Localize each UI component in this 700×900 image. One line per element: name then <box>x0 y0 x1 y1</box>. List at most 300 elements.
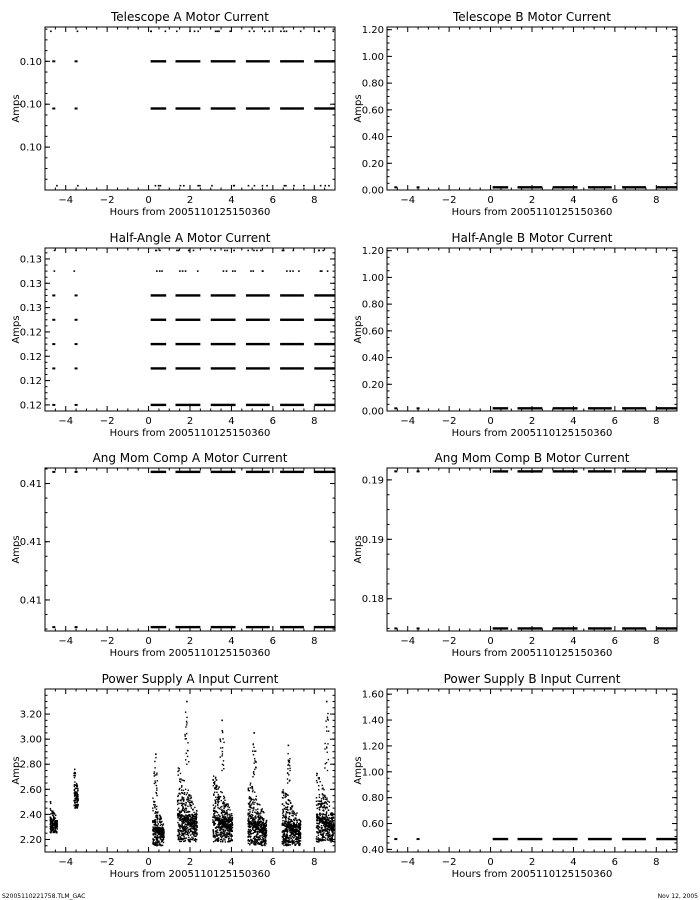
data-point <box>327 752 328 753</box>
data-band <box>622 627 646 629</box>
data-point <box>185 817 186 818</box>
x-axis-label: Hours from 2005110125150360 <box>109 869 271 880</box>
data-point <box>321 800 322 801</box>
data-point <box>227 814 228 815</box>
data-point <box>417 470 420 472</box>
data-point <box>213 785 214 786</box>
data-point <box>318 778 319 779</box>
data-point <box>296 812 297 813</box>
data-point <box>187 756 188 757</box>
x-tick-label: −4 <box>58 416 74 427</box>
data-point <box>256 796 257 797</box>
data-point <box>286 30 288 32</box>
data-point <box>260 826 261 827</box>
data-point <box>323 789 324 790</box>
data-point <box>190 802 191 803</box>
x-tick-label: −4 <box>400 416 416 427</box>
data-band <box>151 107 167 109</box>
data-point <box>326 726 327 727</box>
data-point <box>328 809 329 810</box>
data-point <box>182 793 183 794</box>
data-point <box>196 833 197 834</box>
data-point <box>163 834 164 835</box>
data-point <box>50 801 51 802</box>
data-series <box>50 30 335 186</box>
data-point <box>282 803 283 804</box>
data-point <box>330 814 331 815</box>
data-point <box>284 185 286 187</box>
data-point <box>263 825 264 826</box>
data-point <box>248 787 249 788</box>
data-point <box>258 816 259 817</box>
data-band <box>151 60 167 62</box>
data-point <box>224 806 225 807</box>
data-point <box>196 810 197 811</box>
data-point <box>153 801 154 802</box>
data-point <box>332 815 333 816</box>
data-band <box>246 626 270 628</box>
data-point <box>222 730 223 731</box>
data-point <box>195 830 196 831</box>
x-tick-label: 0 <box>487 857 494 868</box>
data-band <box>314 404 335 406</box>
data-point <box>325 802 326 803</box>
data-point <box>224 821 225 822</box>
data-point <box>317 773 318 774</box>
data-point <box>259 813 260 814</box>
chart-panel <box>11 451 335 659</box>
data-point <box>229 814 230 815</box>
data-point <box>298 834 299 835</box>
data-point <box>328 719 329 720</box>
data-point <box>181 835 182 836</box>
data-point <box>256 799 257 800</box>
data-point <box>186 724 187 725</box>
data-point <box>185 711 186 712</box>
data-point <box>159 821 160 822</box>
data-point <box>294 824 295 825</box>
data-point <box>228 838 229 839</box>
data-point <box>323 807 324 808</box>
data-point <box>294 817 295 818</box>
x-tick-label: 8 <box>311 416 318 427</box>
data-point <box>327 838 328 839</box>
data-point <box>229 30 231 32</box>
data-point <box>163 842 164 843</box>
data-point <box>221 836 222 837</box>
data-point <box>252 824 253 825</box>
data-point <box>186 837 187 838</box>
data-point <box>280 30 282 32</box>
data-point <box>220 841 221 842</box>
data-point <box>227 825 228 826</box>
data-point <box>255 830 256 831</box>
data-point <box>179 829 180 830</box>
data-point <box>394 186 397 188</box>
data-point <box>185 834 186 835</box>
data-point <box>162 829 163 830</box>
chart-title: Telescope B Motor Current <box>452 10 612 24</box>
data-point <box>253 799 254 800</box>
x-tick-label: 6 <box>269 195 277 206</box>
data-point <box>259 804 260 805</box>
data-point <box>191 817 192 818</box>
data-point <box>284 808 285 809</box>
data-point <box>265 840 266 841</box>
data-point <box>316 797 317 798</box>
data-band <box>176 294 201 296</box>
data-point <box>249 809 250 810</box>
data-point <box>258 839 259 840</box>
data-band <box>553 407 578 409</box>
data-band <box>314 319 335 321</box>
data-point <box>287 837 288 838</box>
x-tick-label: 8 <box>653 416 660 427</box>
data-point <box>179 814 180 815</box>
data-point <box>255 822 256 823</box>
data-point <box>320 270 322 272</box>
data-point <box>319 807 320 808</box>
data-point <box>226 835 227 836</box>
data-point <box>75 60 78 62</box>
data-point <box>282 809 283 810</box>
data-point <box>184 792 185 793</box>
data-point <box>193 838 194 839</box>
data-point <box>299 828 300 829</box>
data-point <box>74 270 76 272</box>
data-point <box>187 830 188 831</box>
data-point <box>295 845 296 846</box>
data-point <box>182 819 183 820</box>
data-point <box>263 840 264 841</box>
data-point <box>317 841 318 842</box>
data-point <box>290 844 291 845</box>
data-point <box>291 834 292 835</box>
data-band <box>246 404 270 406</box>
data-point <box>52 825 53 826</box>
data-point <box>74 795 75 796</box>
data-point <box>186 831 187 832</box>
data-point <box>249 822 250 823</box>
data-band <box>246 343 270 345</box>
data-point <box>188 818 189 819</box>
data-point <box>286 824 287 825</box>
x-tick-label: 2 <box>186 857 194 868</box>
data-point <box>197 270 199 272</box>
data-point <box>213 811 214 812</box>
data-point <box>75 794 76 795</box>
data-point <box>252 799 253 800</box>
data-point <box>163 823 164 824</box>
data-point <box>74 769 75 770</box>
data-point <box>295 843 296 844</box>
y-tick-label: 2.80 <box>19 759 42 771</box>
data-point <box>319 781 320 782</box>
data-point <box>288 842 289 843</box>
data-point <box>184 840 185 841</box>
data-point <box>223 831 224 832</box>
data-point <box>159 270 161 272</box>
data-point <box>156 790 157 791</box>
data-point <box>327 713 328 714</box>
data-point <box>327 770 328 771</box>
y-tick-label: 0.20 <box>361 379 384 391</box>
data-point <box>300 840 301 841</box>
data-point <box>316 819 317 820</box>
data-point <box>74 790 75 791</box>
data-point <box>215 803 216 804</box>
x-axis-label: Hours from 2005110125150360 <box>109 428 271 439</box>
x-tick-label: −2 <box>441 636 457 647</box>
data-point <box>155 757 156 758</box>
data-point <box>213 813 214 814</box>
data-point <box>194 30 196 32</box>
data-point <box>75 250 77 252</box>
data-point <box>330 828 331 829</box>
data-point <box>287 803 288 804</box>
data-point <box>213 836 214 837</box>
data-point <box>224 833 225 834</box>
data-point <box>250 784 251 785</box>
data-point <box>257 822 258 823</box>
data-point <box>284 823 285 824</box>
data-point <box>184 816 185 817</box>
data-point <box>321 818 322 819</box>
x-tick-label: −4 <box>400 195 416 206</box>
y-tick-label: 0.60 <box>361 819 384 831</box>
data-point <box>256 836 257 837</box>
data-point <box>330 826 331 827</box>
data-point <box>152 807 153 808</box>
x-tick-label: 8 <box>311 195 318 206</box>
data-point <box>255 839 256 840</box>
data-point <box>159 815 160 816</box>
data-point <box>156 773 157 774</box>
data-point <box>298 842 299 843</box>
data-point <box>186 812 187 813</box>
y-axis-label: Amps <box>11 315 22 344</box>
data-point <box>220 836 221 837</box>
data-point <box>255 817 256 818</box>
data-point <box>213 775 214 776</box>
data-point <box>249 811 250 812</box>
data-point <box>296 823 297 824</box>
data-point <box>318 839 319 840</box>
data-point <box>294 812 295 813</box>
data-point <box>325 837 326 838</box>
data-point <box>154 844 155 845</box>
data-point <box>249 843 250 844</box>
data-point <box>261 841 262 842</box>
data-point <box>196 825 197 826</box>
data-point <box>254 750 255 751</box>
data-point <box>51 810 52 811</box>
data-point <box>293 823 294 824</box>
data-point <box>326 806 327 807</box>
y-axis-label: Amps <box>11 94 22 123</box>
data-point <box>316 816 317 817</box>
data-point <box>266 821 267 822</box>
data-point <box>254 185 256 187</box>
data-point <box>288 745 290 747</box>
data-point <box>186 753 187 754</box>
data-point <box>325 799 326 800</box>
data-point <box>181 825 182 826</box>
data-point <box>54 825 55 826</box>
data-point <box>216 826 217 827</box>
data-point <box>264 835 265 836</box>
data-point <box>218 834 219 835</box>
data-point <box>250 831 251 832</box>
data-point <box>74 805 75 806</box>
data-point <box>224 818 225 819</box>
data-point <box>253 747 254 748</box>
data-point <box>178 808 179 809</box>
data-band <box>176 319 201 321</box>
data-point <box>248 803 249 804</box>
data-band <box>518 186 543 188</box>
data-point <box>330 818 331 819</box>
x-tick-label: 8 <box>311 857 318 868</box>
data-point <box>299 827 300 828</box>
data-point <box>215 833 216 834</box>
data-point <box>316 775 317 776</box>
data-point <box>249 834 250 835</box>
data-point <box>75 108 78 110</box>
data-point <box>316 804 317 805</box>
data-point <box>187 801 188 802</box>
data-point <box>75 294 78 296</box>
data-point <box>325 835 326 836</box>
data-point <box>332 841 333 842</box>
data-point <box>179 812 180 813</box>
data-point <box>327 743 328 744</box>
data-point <box>282 831 283 832</box>
data-point <box>231 835 232 836</box>
data-point <box>254 774 255 775</box>
data-point <box>155 817 156 818</box>
data-point <box>214 250 216 252</box>
data-point <box>160 821 161 822</box>
x-tick-label: −2 <box>99 195 115 206</box>
y-axis-label: Amps <box>353 756 364 785</box>
data-point <box>178 835 179 836</box>
data-point <box>181 796 182 797</box>
x-tick-label: −2 <box>99 416 115 427</box>
data-point <box>256 803 257 804</box>
data-point <box>225 841 226 842</box>
data-point <box>326 812 327 813</box>
data-point <box>189 30 191 32</box>
data-point <box>317 814 318 815</box>
data-point <box>158 185 160 187</box>
data-point <box>333 828 334 829</box>
data-point <box>331 817 332 818</box>
data-point <box>231 815 232 816</box>
data-point <box>157 821 158 822</box>
data-point <box>283 792 284 793</box>
x-tick-label: 8 <box>653 195 660 206</box>
data-point <box>217 30 219 32</box>
data-point <box>326 746 327 747</box>
data-point <box>74 781 75 782</box>
data-point <box>321 813 322 814</box>
data-point <box>253 743 254 744</box>
data-point <box>75 367 78 369</box>
data-point <box>214 787 215 788</box>
data-point <box>330 820 331 821</box>
data-point <box>54 821 55 822</box>
y-tick-label: 0.20 <box>361 158 384 170</box>
data-point <box>285 813 286 814</box>
data-point <box>296 829 297 830</box>
data-point <box>218 786 219 787</box>
data-point <box>322 785 323 786</box>
chart-panel <box>11 10 335 218</box>
data-point <box>181 832 182 833</box>
data-point <box>321 802 322 803</box>
chart-title: Half-Angle B Motor Current <box>451 231 613 245</box>
data-point <box>254 769 255 770</box>
data-point <box>213 805 214 806</box>
data-point <box>156 787 157 788</box>
y-tick-label: 0.41 <box>19 479 42 491</box>
data-point <box>223 270 225 272</box>
data-point <box>212 829 213 830</box>
data-point <box>221 792 222 793</box>
data-point <box>179 793 180 794</box>
data-point <box>156 838 157 839</box>
data-point <box>260 815 261 816</box>
data-point <box>292 825 293 826</box>
data-point <box>195 822 196 823</box>
data-point <box>179 789 180 790</box>
y-tick-label: 1.20 <box>361 25 384 37</box>
data-point <box>195 841 196 842</box>
data-point <box>178 774 179 775</box>
data-point <box>223 823 224 824</box>
data-point <box>232 270 234 272</box>
data-point <box>162 839 163 840</box>
data-point <box>194 807 195 808</box>
data-point <box>325 763 326 764</box>
data-point <box>223 742 224 743</box>
data-point <box>191 837 192 838</box>
data-band <box>280 60 304 62</box>
data-band <box>553 470 578 472</box>
data-point <box>52 471 55 473</box>
data-point <box>294 832 295 833</box>
data-point <box>252 791 253 792</box>
data-point <box>74 777 75 778</box>
data-point <box>214 817 215 818</box>
data-point <box>251 821 252 822</box>
data-point <box>197 185 199 187</box>
data-point <box>320 831 321 832</box>
data-point <box>251 816 252 817</box>
data-point <box>186 733 187 734</box>
y-tick-label: 0.13 <box>19 278 42 290</box>
x-tick-label: 4 <box>570 857 577 868</box>
data-point <box>154 813 155 814</box>
data-point <box>287 795 288 796</box>
x-tick-label: 6 <box>611 416 619 427</box>
data-point <box>316 838 317 839</box>
data-point <box>323 832 324 833</box>
data-point <box>285 819 286 820</box>
data-point <box>223 810 224 811</box>
data-band <box>246 294 270 296</box>
